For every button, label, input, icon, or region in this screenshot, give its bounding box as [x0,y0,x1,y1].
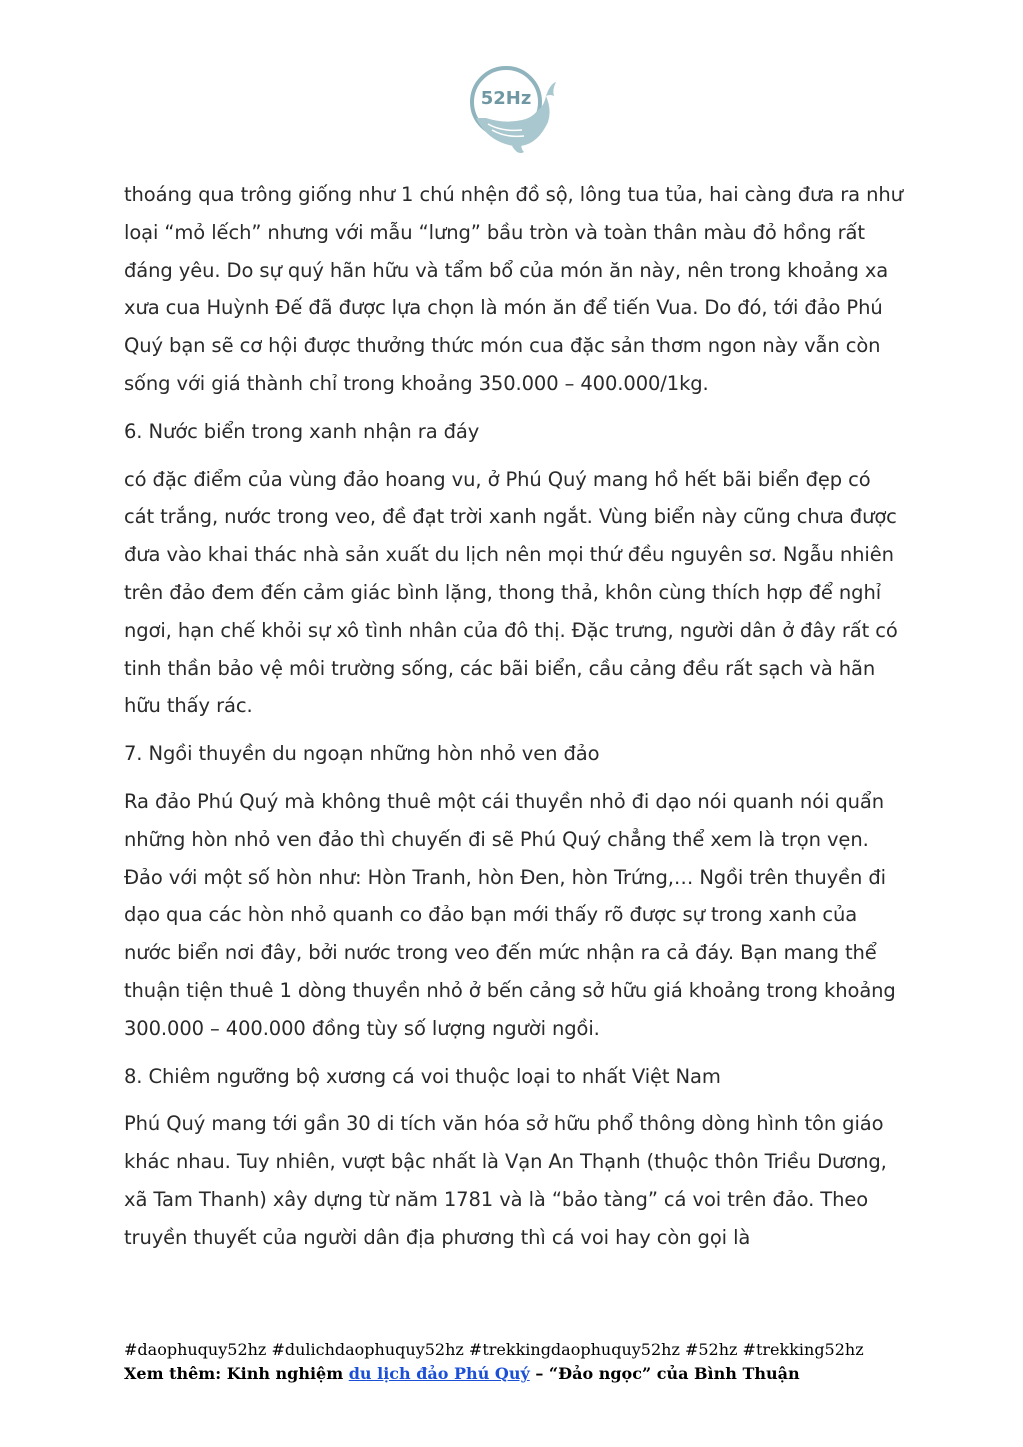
paragraph-crab: thoáng qua trông giống như 1 chú nhện đồ sộ, lông tua tủa, hai càng đưa ra như loại “mỏ lếch” nhưng với mẫu “lưng” bầu tròn và toàn thân màu đỏ hồng rất đáng yêu. Do sự quý hãn hữu và tẩm bổ của món ăn này, nên trong khoảng xa xưa cua Huỳnh Đế đã được lựa chọn là món ăn để tiến Vua. Do đó, tới đảo Phú Quý bạn sẽ cơ hội được thưởng thức món cua đặc sản thơm ngon này vẫn còn sống với giá thành chỉ trong khoảng 350.000 – 400.000/1kg. [124,183,903,395]
heading-section-8: 8. Chiêm ngưỡng bộ xương cá voi thuộc loại to nhất Việt Nam [124,1064,721,1088]
whale-icon [466,62,558,158]
heading-section-7: 7. Ngồi thuyền du ngoạn những hòn nhỏ ven đảo [124,742,600,766]
see-more-link[interactable]: du lịch đảo Phú Quý [348,1364,530,1383]
brand-logo [466,62,558,158]
footer-see-more [124,1362,914,1386]
paragraph-boat: Ra đảo Phú Quý mà không thuê một cái thuyền nhỏ đi dạo nói quanh nói quẩn những hòn nhỏ ven đảo thì chuyến đi sẽ Phú Quý chẳng thể xem là trọn vẹn. Đảo với một số hòn như: Hòn Tranh, hòn Đen, hòn Trứng,… Ngồi trên thuyền đi dạo qua các hòn nhỏ quanh co đảo bạn mới thấy rõ được sự trong xanh của nước biển nơi đây, bởi nước trong veo đến mức nhận ra cả đáy. Bạn mang thể thuận tiện thuê 1 dòng thuyền nhỏ ở bến cảng sở hữu giá khoảng trong khoảng 300.000 – 400.000 đồng tùy số lượng người ngồi. [124,789,896,1040]
footer-hashtags: #daophuquy52hz #dulichdaophuquy52hz #trekkingdaophuquy52hz #52hz #trekking52hz [124,1340,864,1359]
paragraph-sea: có đặc điểm của vùng đảo hoang vu, ở Phú Quý mang hồ hết bãi biển đẹp có cát trắng, nước trong veo, đề đạt trời xanh ngắt. Vùng biển này cũng chưa được đưa vào khai thác nhà sản xuất du lịch nên mọi thứ đều nguyên sơ. Ngẫu nhiên trên đảo đem đến cảm giác bình lặng, thong thả, khôn cùng thích hợp để nghỉ ngơi, hạn chế khỏi sự xô tình nhân của đô thị. Đặc trưng, người dân ở đây rất có tinh thần bảo vệ môi trường sống, các bãi biển, cầu cảng đều rất sạch và hãn hữu thấy rác. [124,467,898,718]
heading-section-6: 6. Nước biển trong xanh nhận ra đáy [124,419,480,443]
document-body [124,176,904,1257]
paragraph-whale: Phú Quý mang tới gần 30 di tích văn hóa sở hữu phổ thông dòng hình tôn giáo khác nhau. Tuy nhiên, vượt bậc nhất là Vạn An Thạnh (thuộc thôn Triều Dương, xã Tam Thanh) xây dựng từ năm 1781 và là “bảo tàng” cá voi trên đảo. Theo truyền thuyết của người dân địa phương thì cá voi hay còn gọi là [124,1112,887,1249]
logo-text: 52Hz [480,88,532,109]
see-more-suffix: – “Đảo ngọc” của Bình Thuận [529,1364,800,1383]
see-more-prefix: Xem thêm: Kinh nghiệm [124,1364,349,1383]
page-footer [124,1338,914,1386]
